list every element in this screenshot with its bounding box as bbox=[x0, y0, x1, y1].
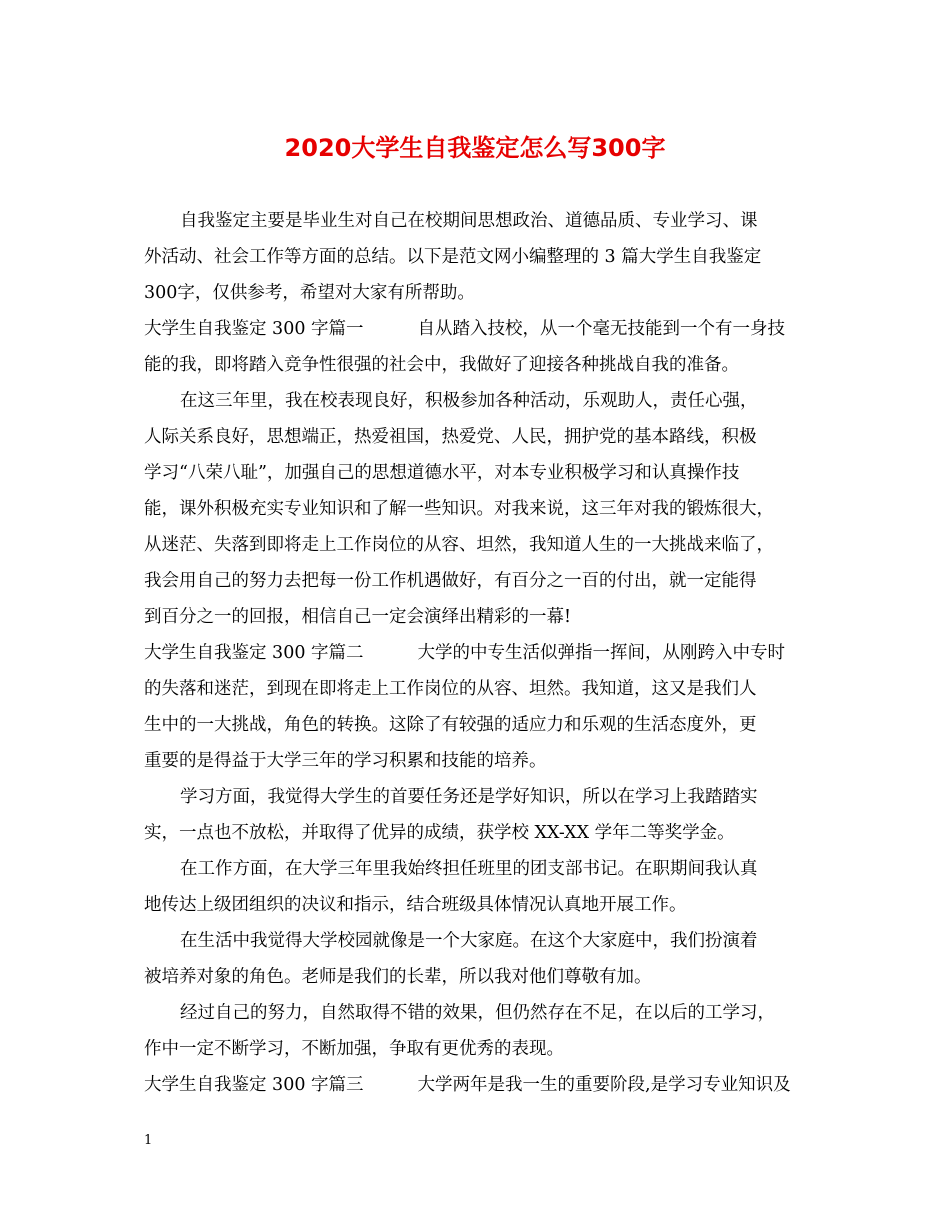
section-heading-line bbox=[144, 311, 809, 347]
paragraph-line: 在工作方面，在大学三年里我始终担任班里的团支部书记。在职期间我认真 bbox=[180, 859, 758, 879]
paragraph-line: 经过自己的努力，自然取得不错的效果，但仍然存在不足，在以后的工学习， bbox=[180, 1003, 775, 1023]
paragraph-line: 外活动、社会工作等方面的总结。以下是范文网小编整理的 3 篇大学生自我鉴定 bbox=[144, 247, 762, 267]
paragraph-line: 实，一点也不放松，并取得了优异的成绩，获学校 XX-XX 学年二等奖学金。 bbox=[144, 823, 735, 843]
section-heading-line bbox=[144, 1067, 809, 1103]
paragraph-line: 到百分之一的回报，相信自己一定会演绎出精彩的一幕! bbox=[144, 607, 572, 627]
paragraph-line: 在生活中我觉得大学校园就像是一个大家庭。在这个大家庭中，我们扮演着 bbox=[180, 931, 758, 951]
paragraph-line: 重要的是得益于大学三年的学习积累和技能的培养。 bbox=[144, 751, 547, 771]
paragraph-line: 在这三年里，我在校表现良好，积极参加各种活动，乐观助人，责任心强， bbox=[180, 391, 758, 411]
paragraph-line: 从迷茫、失落到即将走上工作岗位的从容、坦然，我知道人生的一大挑战来临了， bbox=[144, 535, 774, 555]
paragraph-line: 能，课外积极充实专业知识和了解一些知识。对我来说，这三年对我的锻炼很大， bbox=[144, 499, 774, 519]
section-heading-3: 大学生自我鉴定 300 字篇三 bbox=[144, 1075, 364, 1095]
paragraph-line: 能的我，即将踏入竞争性很强的社会中，我做好了迎接各种挑战自我的准备。 bbox=[144, 355, 739, 375]
paragraph-line: 我会用自己的努力去把每一份工作机遇做好，有百分之一百的付出，就一定能得 bbox=[144, 571, 757, 591]
document-body bbox=[144, 203, 809, 1103]
paragraph-line: 人际关系良好，思想端正，热爱祖国，热爱党、人民，拥护党的基本路线，积极 bbox=[144, 427, 757, 447]
paragraph-line: 自从踏入技校，从一个毫无技能到一个有一身技 bbox=[417, 319, 786, 339]
paragraph-line: 大学两年是我一生的重要阶段,是学习专业知识及 bbox=[417, 1075, 791, 1095]
paragraph-line: 学习方面，我觉得大学生的首要任务还是学好知识，所以在学习上我踏踏实 bbox=[180, 787, 758, 807]
section-heading-1: 大学生自我鉴定 300 字篇一 bbox=[144, 319, 364, 339]
paragraph-line: 自我鉴定主要是毕业生对自己在校期间思想政治、道德品质、专业学习、课 bbox=[180, 211, 758, 231]
paragraph-line: 300字，仅供参考，希望对大家有所帮助。 bbox=[144, 283, 475, 303]
page-number: 1 bbox=[144, 1133, 153, 1148]
paragraph-line: 大学的中专生活似弹指一挥间，从刚跨入中专时 bbox=[417, 643, 786, 663]
paragraph-line: 地传达上级团组织的决议和指示，结合班级具体情况认真地开展工作。 bbox=[144, 895, 687, 915]
paragraph-line: 被培养对象的角色。老师是我们的长辈，所以我对他们尊敬有加。 bbox=[144, 967, 652, 987]
paragraph-line: 作中一定不断学习，不断加强，争取有更优秀的表现。 bbox=[144, 1039, 564, 1059]
section-heading-line bbox=[144, 635, 809, 671]
section-heading-2: 大学生自我鉴定 300 字篇二 bbox=[144, 643, 364, 663]
document-title: 2020大学生自我鉴定怎么写300字 bbox=[284, 134, 666, 162]
paragraph-line: 学习“八荣八耻”，加强自己的思想道德水平，对本专业积极学习和认真操作技 bbox=[144, 463, 740, 483]
paragraph-line: 的失落和迷茫，到现在即将走上工作岗位的从容、坦然。我知道，这又是我们人 bbox=[144, 679, 757, 699]
paragraph-line: 生中的一大挑战，角色的转换。这除了有较强的适应力和乐观的生活态度外，更 bbox=[144, 715, 757, 735]
